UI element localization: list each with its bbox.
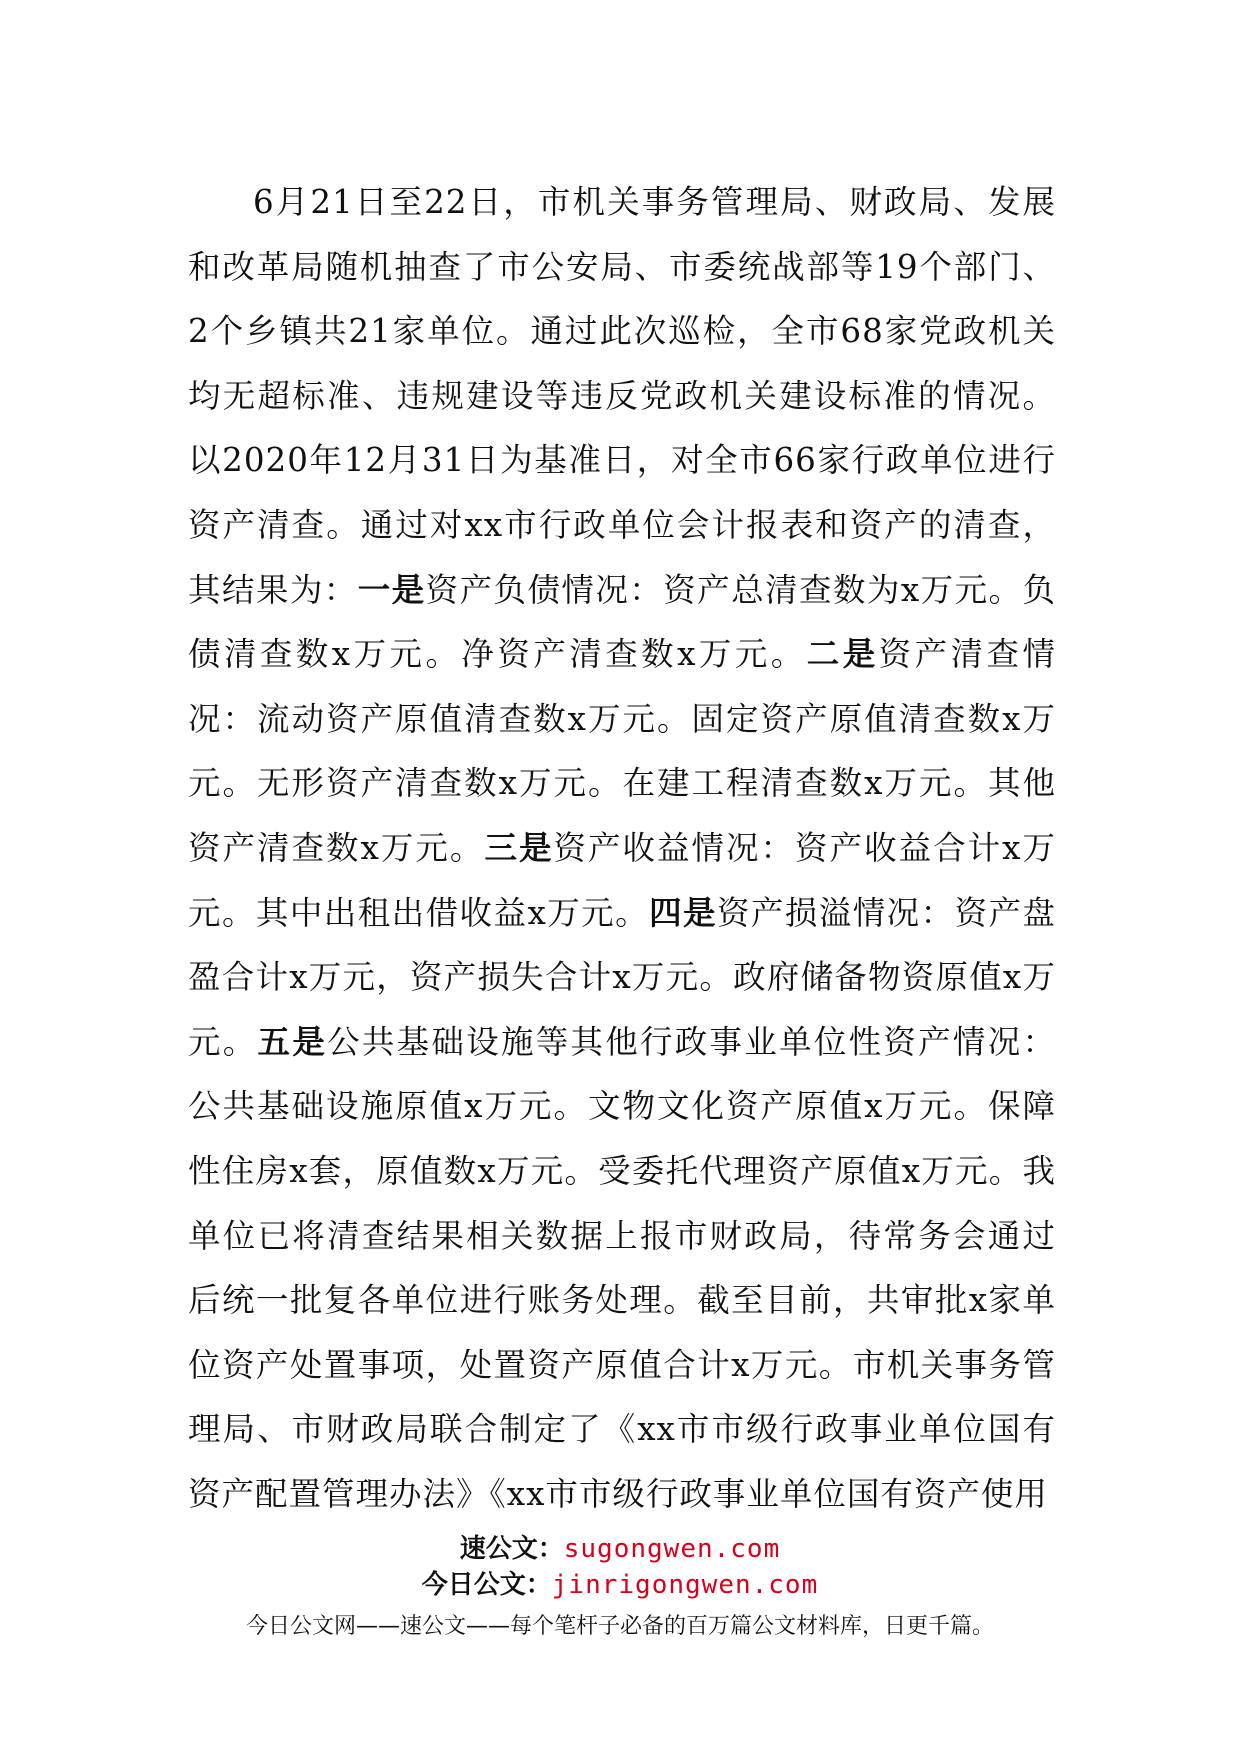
footer-jinrigongwen: [0, 1568, 1240, 1602]
bold-marker-4: 四是: [649, 892, 717, 932]
footer-slogan: 今日公文网——速公文——每个笔杆子必备的百万篇公文材料库，日更千篇。: [245, 1614, 994, 1639]
text-segment: 资产收益情况：资产收益合计x万元。其中出租出借收益x万元。: [188, 828, 1056, 932]
text-segment: 资产损溢情况：资产盘盈合计x万元，资产损失合计x万元。政府储备物资原值x万元。: [188, 893, 1056, 1061]
bold-marker-1: 一是: [357, 569, 426, 609]
bold-marker-2: 二是: [806, 634, 879, 674]
bold-marker-5: 五是: [257, 1021, 328, 1061]
footer-label: 今日公文：: [421, 1570, 552, 1600]
bold-marker-3: 三是: [484, 827, 554, 867]
text-segment: 资产负债情况：资产总清查数为x万元。负债清查数x万元。净资产清查数x万元。: [188, 570, 1056, 674]
body-paragraph: [188, 170, 1056, 1526]
text-segment: 资产清查情况：流动资产原值清查数x万元。固定资产原值清查数x万元。无形资产清查数x万元。在建工程清查数x万元。其他资产清查数x万元。: [188, 635, 1056, 867]
text-segment: 公共基础设施等其他行政事业单位性资产情况：公共基础设施原值x万元。文物文化资产原值x万元。保障性住房x套，原值数x万元。受委托代理资产原值x万元。我单位已将清查结果相关数据上报市财政局，待常务会通过后统一批复各单位进行账务处理。截至目前，共审批x家单位资产处置事项，处置资产原值合计x万元。市机关事务管理局、市财政局联合制定了《xx市市级行政事业单位国有资产配置管理办法》《xx市市级行政事业单位国有资产使用: [188, 1022, 1056, 1513]
footer-sugongwen: [0, 1532, 1240, 1566]
footer-link-jinrigongwen[interactable]: jinrigongwen.com: [551, 1570, 819, 1600]
text-segment: 6月21日至22日，市机关事务管理局、财政局、发展和改革局随机抽查了市公安局、市委统战部等19个部门、2个乡镇共21家单位。通过此次巡检，全市68家党政机关均无超标准、违规建设等违反党政机关建设标准的情况。以2020年12月31日为基准日，对全市66家行政单位进行资产清查。通过对xx市行政单位会计报表和资产的清查，其结果为：: [188, 183, 1056, 609]
footer-link-sugongwen[interactable]: sugongwen.com: [563, 1534, 781, 1564]
footer-label: 速公文：: [459, 1534, 564, 1564]
